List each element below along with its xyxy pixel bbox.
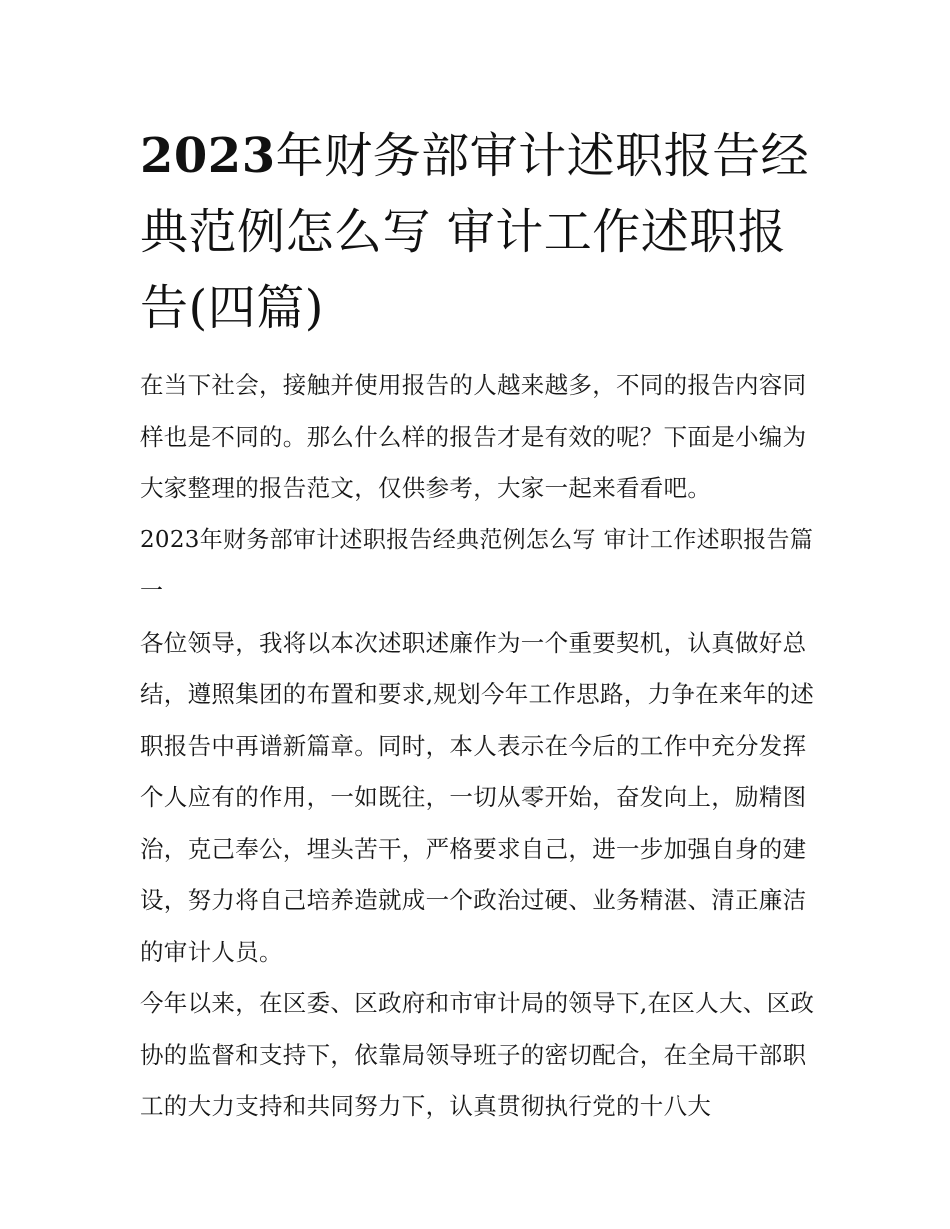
- body-paragraph: 各位领导，我将以本次述职述廉作为一个重要契机，认真做好总结，遵照集团的布置和要求,规划今年工作思路，力争在来年的述职报告中再谱新篇章。同时，本人表示在今后的工作中充分发挥个人应有的作用，一如既往，一切从零开始，奋发向上，励精图治，克己奉公，埋头苦干，严格要求自己，进一步加强自身的建设，努力将自己培养造就成一个政治过硬、业务精湛、清正廉洁的审计人员。: [140, 628, 815, 966]
- body-paragraph: 今年以来，在区委、区政府和市审计局的领导下,在区人大、区政协的监督和支持下，依靠局领导班子的密切配合，在全局干部职工的大力支持和共同努力下，认真贯彻执行党的十八大: [140, 989, 815, 1120]
- document-content: [140, 118, 820, 1133]
- document-title: [140, 118, 820, 346]
- title-text: 年财务部审计述职报告经典范例怎么写 审计工作述职报告(四篇): [140, 128, 810, 336]
- title-year: 2023: [140, 128, 276, 184]
- intro-paragraph: 在当下社会，接触并使用报告的人越来越多，不同的报告内容同样也是不同的。那么什么样的报告才是有效的呢？下面是小编为大家整理的报告范文，仅供参考，大家一起来看看吧。: [140, 371, 807, 502]
- document-body: [140, 360, 820, 1133]
- section-heading: 2023年财务部审计述职报告经典范例怎么写 审计工作述职报告篇一: [140, 526, 814, 604]
